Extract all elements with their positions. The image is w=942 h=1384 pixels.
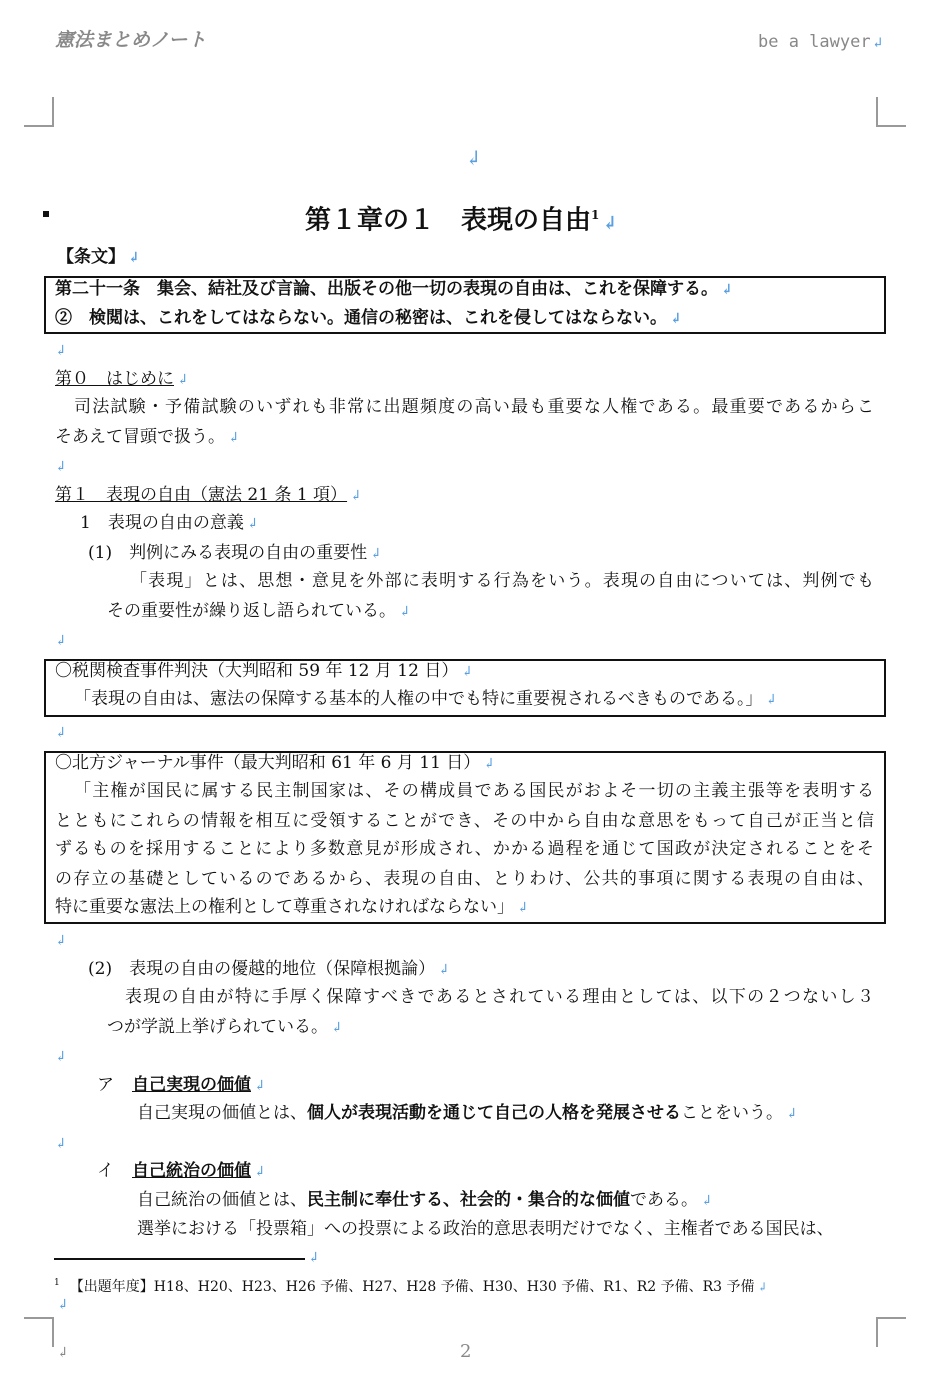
chapter-title xyxy=(305,199,617,240)
paragraph-text: 自己実現の価値とは、 xyxy=(137,1103,307,1123)
list-marker: イ xyxy=(97,1161,114,1181)
return-mark-icon: ↲ xyxy=(308,1250,320,1266)
return-mark-icon: ↲ xyxy=(483,756,496,772)
return-mark-icon: ↲ xyxy=(602,212,618,234)
return-mark-icon: ↲ xyxy=(246,516,259,532)
return-mark-icon: ↲ xyxy=(57,1297,69,1313)
page-number: 2 xyxy=(460,1341,472,1362)
paragraph-line: そあえて冒頭で扱う。 xyxy=(55,427,225,447)
article-line: ② 検閲は、これをしてはならない。通信の秘密は、これを侵してはならない。 xyxy=(55,308,667,328)
return-mark-icon: ↲ xyxy=(350,488,362,504)
return-mark-icon: ↲ xyxy=(55,1136,67,1152)
return-mark-icon: ↲ xyxy=(55,633,67,649)
header-right-text: be a lawyer xyxy=(758,32,871,52)
case-quote-line: 「主権が国民に属する民主制国家は、その構成員である国民がおよそ一切の主義主張等を表明する xyxy=(74,781,874,801)
return-mark-icon: ↲ xyxy=(399,604,411,620)
paragraph-line: つが学説上挙げられている。 xyxy=(107,1017,328,1037)
return-mark-icon: ↲ xyxy=(757,1279,768,1294)
paragraph-line: 選挙における「投票箱」への投票による政治的意思表明だけでなく、主権者である国民は、 xyxy=(137,1219,834,1239)
item-heading: (1) 判例にみる表現の自由の重要性 xyxy=(88,543,368,563)
return-mark-icon: ↲ xyxy=(331,1020,343,1036)
footnote-separator xyxy=(54,1258,305,1260)
return-mark-icon: ↲ xyxy=(721,282,733,298)
paragraph-text: ことをいう。 xyxy=(681,1103,783,1123)
case-title: 〇税関検査事件判決（大判昭和 59 年 12 月 12 日） xyxy=(55,661,459,681)
case-quote-line: とともにこれらの情報を相互に受領することができ、その中から自由な意思をもって自己が正当と信 xyxy=(55,811,874,831)
return-mark-icon: ↲ xyxy=(55,725,67,741)
return-mark-icon: ↲ xyxy=(786,1106,798,1122)
article-label: 【条文】 xyxy=(57,247,125,267)
margin-corner-mark xyxy=(24,97,54,127)
emphasis-text: 民主制に奉仕する、社会的・集合的な価値 xyxy=(307,1190,630,1210)
return-mark-icon: ↲ xyxy=(701,1193,713,1209)
return-mark-icon: ↲ xyxy=(55,459,67,475)
return-mark-icon: ↲ xyxy=(765,692,778,708)
emphasis-text: 個人が表現活動を通じて自己の人格を発展させる xyxy=(307,1103,681,1123)
margin-corner-mark xyxy=(24,1317,54,1347)
paragraph-text: である。 xyxy=(630,1190,698,1210)
case-title: 〇北方ジャーナル事件（最大判昭和 61 年 6 月 11 日） xyxy=(55,753,481,773)
article-line: 第二十一条 集会、結社及び言論、出版その他一切の表現の自由は、これを保障する。 xyxy=(55,279,718,299)
return-mark-icon: ↲ xyxy=(228,430,240,446)
section-heading: 第１ 表現の自由（憲法 21 条 1 項） xyxy=(55,485,348,505)
bullet-square-icon xyxy=(43,211,49,217)
paragraph-line: その重要性が繰り返し語られている。 xyxy=(107,601,396,621)
case-quote-line: ずるものを採用することにより多数意見が形成され、かかる過程を通じて国政が決定されることをそ xyxy=(55,839,874,859)
footnote-number: 1 xyxy=(54,1278,60,1288)
return-mark-icon: ↲ xyxy=(370,546,382,562)
footnote-ref[interactable]: 1 xyxy=(591,208,600,222)
return-mark-icon: ↲ xyxy=(55,1049,67,1065)
value-heading: 自己実現の価値 xyxy=(132,1075,251,1095)
return-mark-icon: ↲ xyxy=(873,35,883,51)
header-right xyxy=(758,31,882,54)
return-mark-icon: ↲ xyxy=(670,311,682,327)
paragraph-text: 自己統治の価値とは、 xyxy=(137,1190,307,1210)
list-marker: ア xyxy=(97,1075,114,1095)
case-quote-line: の存立の基礎としているのであるから、表現の自由、とりわけ、公共的事項に関する表現の自由は、 xyxy=(55,869,874,889)
case-quote-line: 特に重要な憲法上の権利として尊重されなければならない」 xyxy=(55,897,514,917)
return-mark-icon: ↲ xyxy=(177,372,189,388)
section-heading: 第０ はじめに xyxy=(55,369,174,389)
return-mark-icon: ↲ xyxy=(57,1345,69,1361)
return-mark-icon: ↲ xyxy=(128,250,140,266)
return-mark-icon: ↲ xyxy=(438,962,450,978)
header-title: 憲法まとめノート xyxy=(55,29,207,51)
return-mark-icon: ↲ xyxy=(254,1078,266,1094)
chapter-title-text: 第１章の１ 表現の自由 xyxy=(305,205,592,236)
case-quote: 「表現の自由は、憲法の保障する基本的人権の中でも特に重要視されるべきものである。」 xyxy=(74,689,763,709)
paragraph-line: 「表現」とは、思想・意見を外部に表明する行為をいう。表現の自由については、判例でも xyxy=(130,571,874,591)
paragraph-line: 司法試験・予備試験のいずれも非常に出題頻度の高い最も重要な人権である。最重要であるからこ xyxy=(74,397,874,417)
subsection-heading: 1 表現の自由の意義 xyxy=(80,513,244,533)
return-mark-icon: ↲ xyxy=(517,900,529,916)
return-mark-icon: ↲ xyxy=(461,664,474,680)
margin-corner-mark xyxy=(876,1317,906,1347)
return-mark-icon: ↲ xyxy=(465,146,482,170)
return-mark-icon: ↲ xyxy=(55,343,67,359)
margin-corner-mark xyxy=(876,97,906,127)
paragraph-line: 表現の自由が特に手厚く保障すべきであるとされている理由としては、以下の２つないし３ xyxy=(125,987,874,1007)
footnote-text: 【出題年度】H18、H20、H23、H26 予備、H27、H28 予備、H30、H30 予備、R1、R2 予備、R3 予備 xyxy=(69,1278,755,1295)
return-mark-icon: ↲ xyxy=(55,933,67,949)
return-mark-icon: ↲ xyxy=(254,1164,266,1180)
value-heading: 自己統治の価値 xyxy=(132,1161,251,1181)
item-heading: (2) 表現の自由の優越的地位（保障根拠論） xyxy=(88,959,436,979)
